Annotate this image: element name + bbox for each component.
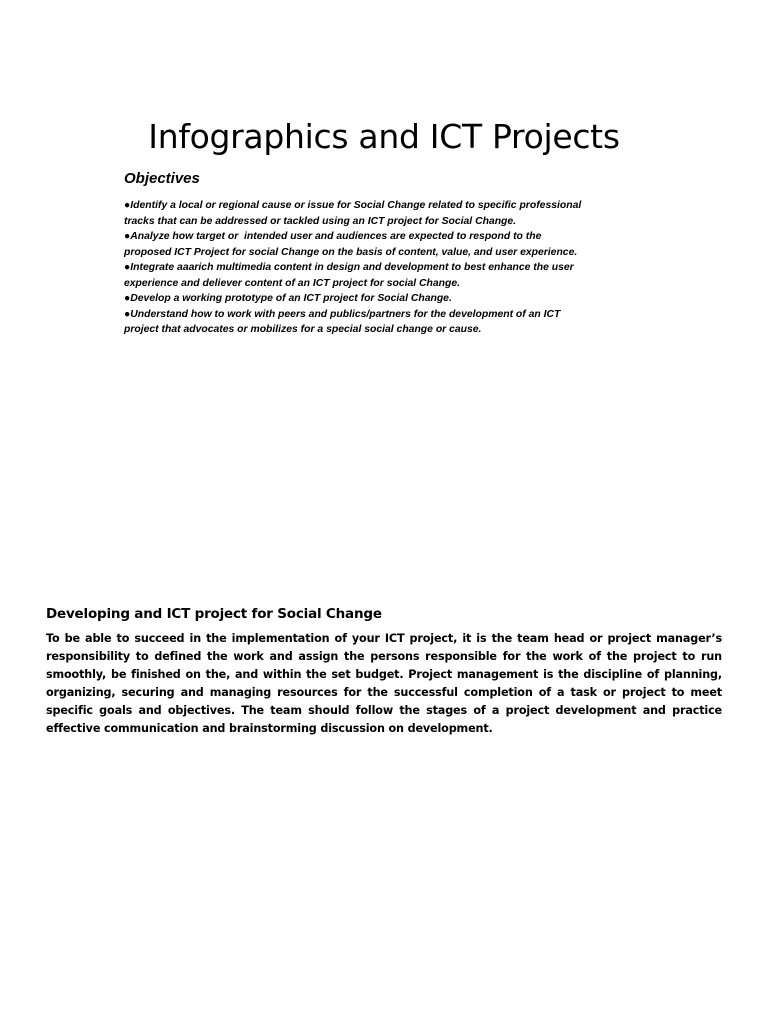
objective-line: ●Identify a local or regional cause or issue for Social Change related to specific professional	[124, 200, 582, 211]
objective-item	[124, 291, 684, 307]
objective-line: ●Understand how to work with peers and publics/partners for the development of an ICT	[124, 308, 561, 320]
objective-item	[124, 307, 684, 338]
objective-line: proposed ICT Project for social Change on the basis of content, value, and user experience.	[124, 246, 578, 258]
objective-item	[124, 260, 684, 291]
objective-line: ●Integrate aaarich multimedia content in design and development to best enhance the user	[124, 262, 574, 273]
section-heading: Developing and ICT project for Social Change	[46, 606, 382, 622]
objective-line: tracks that can be addressed or tackled using an ICT project for Social Change.	[124, 215, 517, 227]
objectives-heading: Objectives	[124, 170, 200, 187]
objective-line: experience and deliever content of an ICT project for social Change.	[124, 277, 461, 289]
objective-line: ●Analyze how target or intended user and audiences are expected to respond to the	[124, 231, 542, 242]
social-change-section	[46, 605, 722, 738]
objective-line: project that advocates or mobilizes for a special social change or cause.	[124, 324, 482, 335]
objective-item	[124, 229, 684, 260]
objectives-block	[124, 169, 684, 338]
page-title: Infographics and ICT Projects	[148, 117, 620, 157]
objective-item	[124, 198, 684, 229]
objectives-list	[124, 198, 684, 338]
objective-line: ●Develop a working prototype of an ICT project for Social Change.	[124, 293, 452, 304]
section-body: To be able to succeed in the implementation of your ICT project, it is the team head or project manager’s responsibility to defined the work and assign the persons responsible for the work of the project to run smoothly, be finished on the, and within the set budget. Project management is the discipline of planning, organizing, securing and managing resources for the successful completion of a task or project to meet specific goals and objectives. The team should follow the stages of a project development and practice effective communication and brainstorming discussion on development.	[46, 632, 722, 735]
